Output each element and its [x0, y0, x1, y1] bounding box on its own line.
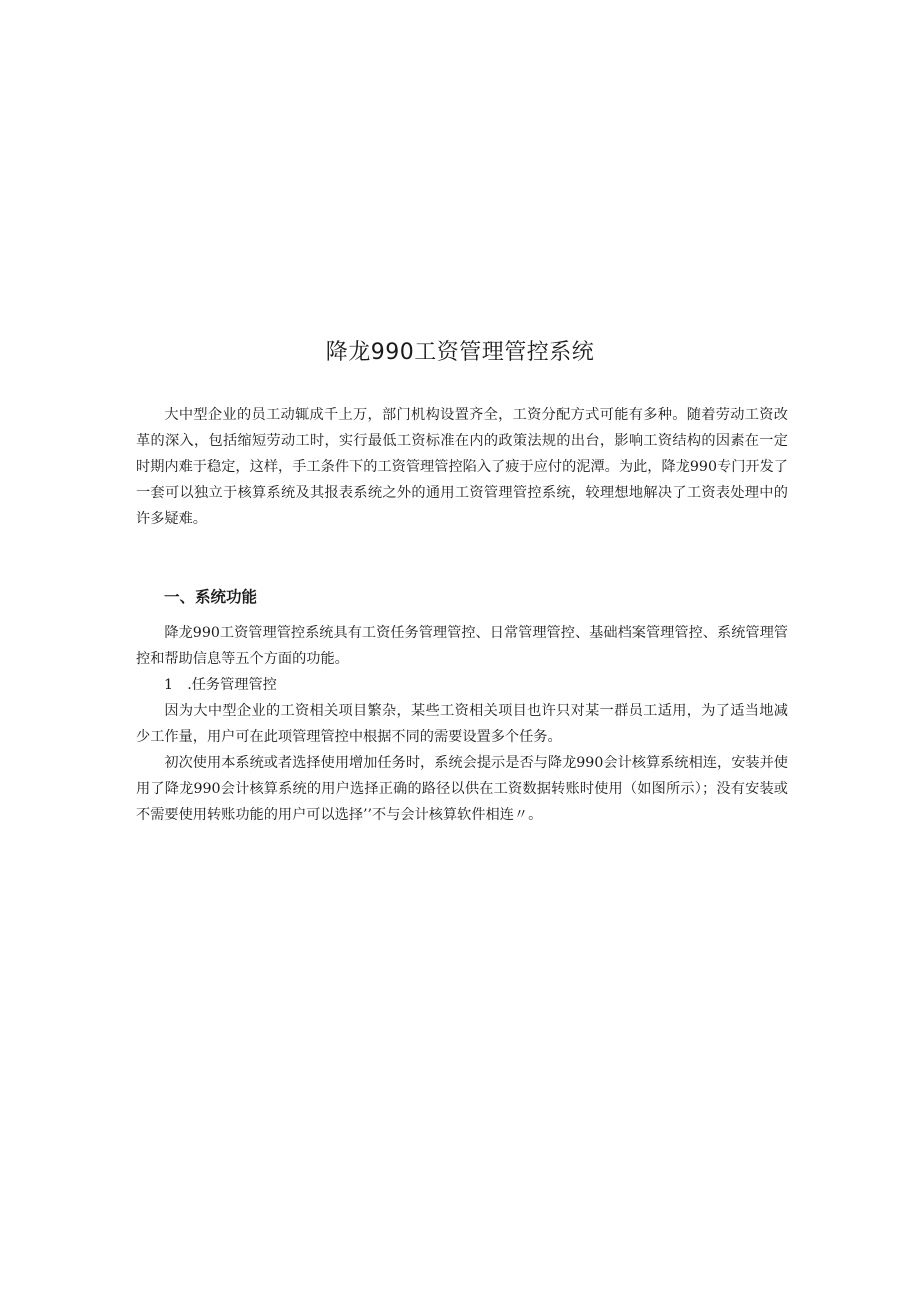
subsection-paragraph-1: 因为大中型企业的工资相关项目繁杂，某些工资相关项目也许只对某一群员工适用，为了适当地减少工作量，用户可在此项管理管控中根据不同的需要设置多个任务。 [136, 703, 788, 745]
document-title: 降龙990工资管理管控系统 [325, 340, 595, 365]
subsection-heading: 1 .任务管理管控 [164, 677, 277, 693]
section-intro-paragraph: 降龙990工资管理管控系统具有工资任务管理管控、日常管理管控、基础档案管理管控、系统管理管控和帮助信息等五个方面的功能。 [136, 625, 788, 667]
section-block [136, 620, 788, 828]
section-heading: 一、系统功能 [164, 588, 258, 606]
intro-paragraph: 大中型企业的员工动辄成千上万，部门机构设置齐全，工资分配方式可能有多种。随着劳动工资改革的深入，包括缩短劳动工时，实行最低工资标准在内的政策法规的出台，影响工资结构的因素在一定时期内难于稳定，这样，手工条件下的工资管理管控陷入了疲于应付的泥潭。为此，降龙990专门开发了一套可以独立于核算系统及其报表系统之外的通用工资管理管控系统，较理想地解决了工资表处理中的许多疑难。 [136, 407, 788, 527]
intro-block [136, 402, 788, 532]
subsection-paragraph-2: 初次使用本系统或者选择使用增加任务时，系统会提示是否与降龙990会计核算系统相连，安装并使用了降龙990会计核算系统的用户选择正确的路径以供在工资数据转账时使用（如图所示）；没有安装或不需要使用转账功能的用户可以选择’’不与会计核算软件相连〃。 [136, 755, 788, 823]
